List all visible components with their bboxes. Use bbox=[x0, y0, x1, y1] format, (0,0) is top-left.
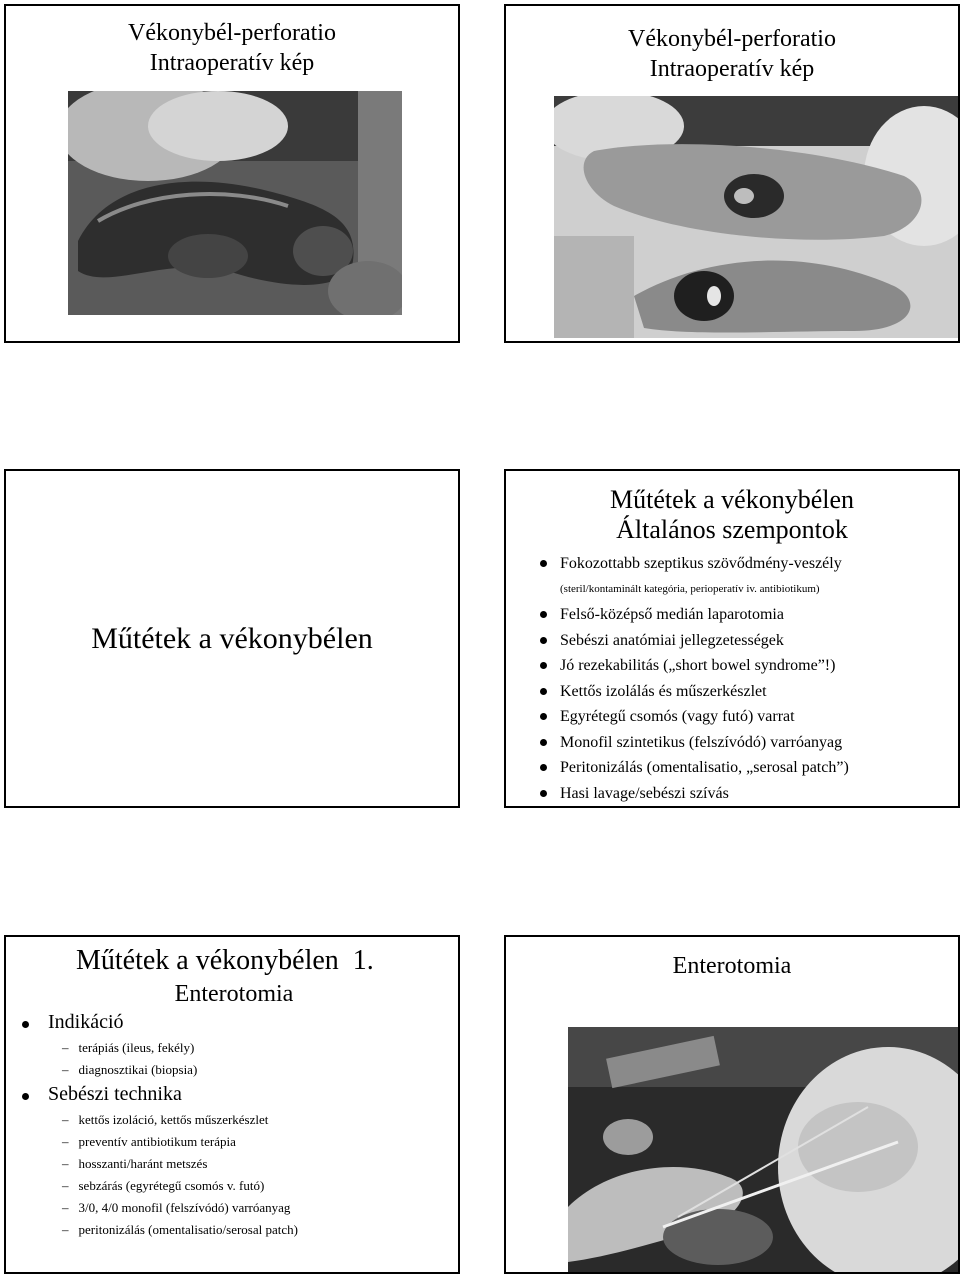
slide-2-title bbox=[506, 24, 958, 84]
bullet-icon bbox=[540, 688, 547, 695]
slide-2 bbox=[504, 4, 960, 343]
list-item: Sebészi anatómiai jellegzetességek bbox=[536, 628, 956, 654]
list-item: – kettős izoláció, kettős műszerkészlet bbox=[62, 1109, 298, 1131]
bullet-icon bbox=[540, 560, 547, 567]
enterotomia-photo bbox=[568, 1027, 958, 1272]
slide-2-title-line1: Vékonybél-perforatio bbox=[628, 26, 836, 52]
slide-4 bbox=[504, 469, 960, 808]
list-item: – diagnosztikai (biopsia) bbox=[62, 1059, 197, 1081]
list-item: Jó rezekabilitás („short bowel syndrome”!) bbox=[536, 653, 956, 679]
bullet-icon bbox=[540, 764, 547, 771]
bullet-icon bbox=[22, 1093, 29, 1100]
bullet-icon bbox=[540, 790, 547, 797]
slide-1 bbox=[4, 4, 460, 343]
bullet-icon bbox=[540, 611, 547, 618]
slide-5-title-line2: Enterotomia bbox=[174, 981, 294, 1007]
slide-1-title-line1: Vékonybél-perforatio bbox=[128, 20, 336, 46]
slide-4-title-line2: Általános szempontok bbox=[616, 515, 848, 544]
list-item: Fokozottabb szeptikus szövődmény-veszély bbox=[536, 551, 956, 577]
slide-5-title-line1: Műtétek a vékonybélen 1. bbox=[76, 945, 374, 976]
slide-4-title bbox=[506, 485, 958, 545]
slide-1-title-line2: Intraoperatív kép bbox=[149, 50, 315, 76]
list-item: – 3/0, 4/0 monofil (felszívódó) varróanyag bbox=[62, 1197, 298, 1219]
list-item: – sebzárás (egyrétegű csomós v. futó) bbox=[62, 1175, 298, 1197]
slide-6-title: Enterotomia bbox=[672, 953, 792, 979]
list-item-note: (steril/kontaminált kategória, perioperatív iv. antibiotikum) bbox=[560, 582, 820, 595]
bullet-icon bbox=[22, 1021, 29, 1028]
list-item: Kettős izolálás és műszerkészlet bbox=[536, 679, 956, 705]
list-item: – terápiás (ileus, fekély) bbox=[62, 1037, 197, 1059]
list-item: – preventív antibiotikum terápia bbox=[62, 1131, 298, 1153]
bullet-icon bbox=[540, 662, 547, 669]
slide-4-title-line1: Műtétek a vékonybélen bbox=[609, 485, 855, 514]
section-heading-sebeszi-technika: Sebészi technika bbox=[18, 1083, 182, 1106]
list-item: – hosszanti/haránt metszés bbox=[62, 1153, 298, 1175]
list-item: Felső-középső medián laparotomia bbox=[536, 602, 956, 628]
list-item: Egyrétegű csomós (vagy futó) varrat bbox=[536, 704, 956, 730]
section-1-list bbox=[62, 1037, 197, 1081]
list-item: Monofil szintetikus (felszívódó) varróanyag bbox=[536, 730, 956, 756]
slide-6 bbox=[504, 935, 960, 1274]
bullet-icon bbox=[540, 713, 547, 720]
slide-3-title: Műtétek a vékonybélen bbox=[91, 621, 373, 655]
slide-3 bbox=[4, 469, 460, 808]
intraoperative-photo-2 bbox=[554, 96, 958, 338]
section-heading-indikacio: Indikáció bbox=[18, 1011, 124, 1034]
slide-4-bullet-list bbox=[536, 551, 956, 806]
slide-2-title-line2: Intraoperatív kép bbox=[649, 56, 815, 82]
bullet-icon bbox=[540, 637, 547, 644]
bullet-icon bbox=[540, 739, 547, 746]
section-2-list bbox=[62, 1109, 298, 1241]
list-item: Hasi lavage/sebészi szívás bbox=[536, 781, 956, 807]
slide-5 bbox=[4, 935, 460, 1274]
intraoperative-photo-1 bbox=[68, 91, 402, 315]
list-item: – peritonizálás (omentalisatio/serosal patch) bbox=[62, 1219, 298, 1241]
slide-1-title bbox=[6, 18, 458, 78]
list-item: Peritonizálás (omentalisatio, „serosal patch”) bbox=[536, 755, 956, 781]
